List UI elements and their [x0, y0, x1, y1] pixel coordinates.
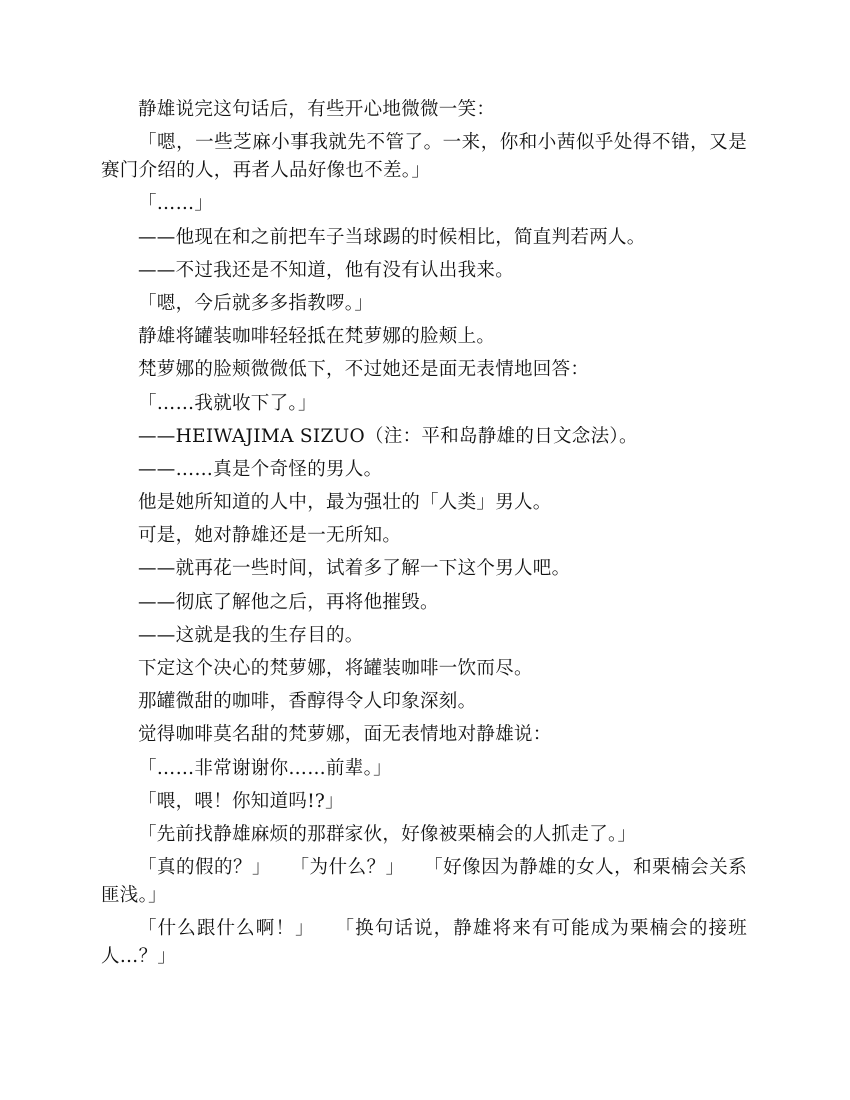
paragraph-17: 下定这个决心的梵萝娜，将罐装咖啡一饮而尽。 [138, 658, 533, 679]
paragraph-21: 「喂，喂！你知道吗!?」 [138, 790, 344, 812]
paragraph-6: 「嗯，今后就多多指教啰。」 [138, 292, 374, 314]
paragraph-19: 觉得咖啡莫名甜的梵萝娜，面无表情地对静雄说： [138, 724, 552, 746]
paragraph-8: 梵萝娜的脸颊微微低下，不过她还是面无表情地回答： [138, 359, 590, 381]
paragraph-12: 他是她所知道的人中，最为强壮的「人类」男人。 [138, 492, 552, 514]
paragraph-2: 「嗯，一些芝麻小事我就先不管了。一来，你和小茜似乎处得不错，又是赛门介绍的人，再者人品好像也不差。」 [101, 132, 747, 182]
document-page [101, 96, 747, 977]
paragraph-24: 「什么跟什么啊！」 「换句话说，静雄将来有可能成为栗楠会的接班人…？」 [101, 918, 747, 968]
paragraph-16: ——这就是我的生存目的。 [138, 624, 364, 646]
paragraph-14: ——就再花一些时间，试着多了解一下这个男人吧。 [138, 558, 571, 580]
paragraph-13: 可是，她对静雄还是一无所知。 [138, 525, 402, 547]
paragraph-10: ——HEIWAJIMA SIZUO（注：平和岛静雄的日文念法）。 [138, 425, 638, 447]
paragraph-3: 「……」 [138, 193, 214, 215]
paragraph-11: ——……真是个奇怪的男人。 [138, 458, 383, 480]
paragraph-4: ——他现在和之前把车子当球踢的时候相比，简直判若两人。 [138, 226, 646, 248]
paragraph-9: 「……我就收下了。」 [138, 392, 317, 414]
paragraph-23: 「真的假的？」 「为什么？」 「好像因为静雄的女人，和栗楠会关系匪浅。」 [101, 857, 747, 907]
paragraph-18: 那罐微甜的咖啡，香醇得令人印象深刻。 [138, 691, 477, 713]
paragraph-15: ——彻底了解他之后，再将他摧毁。 [138, 591, 439, 613]
paragraph-7: 静雄将罐装咖啡轻轻抵在梵萝娜的脸颊上。 [138, 326, 496, 348]
paragraph-22: 「先前找静雄麻烦的那群家伙，好像被栗楠会的人抓走了。」 [138, 823, 637, 845]
paragraph-1: 静雄说完这句话后，有些开心地微微一笑： [138, 99, 496, 120]
paragraph-20: 「……非常谢谢你……前辈。」 [138, 757, 392, 779]
paragraph-5: ——不过我还是不知道，他有没有认出我来。 [138, 259, 515, 281]
